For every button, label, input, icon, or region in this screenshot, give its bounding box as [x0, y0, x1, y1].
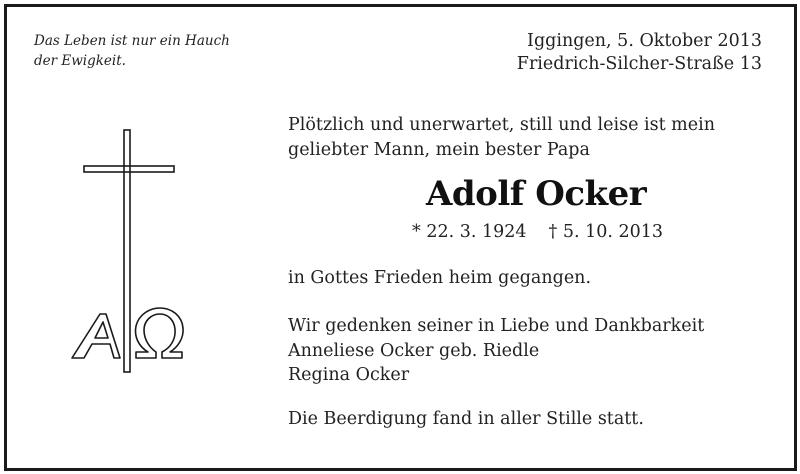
place-date-block	[517, 30, 762, 76]
birth-date: * 22. 3. 1924	[412, 222, 527, 242]
quote-line-1: Das Leben ist nur ein Hauch	[34, 33, 230, 49]
life-dates	[412, 222, 663, 242]
deceased-name: Adolf Ocker	[426, 174, 647, 214]
intro-line-1: Plötzlich und unerwartet, still und leise ist mein	[288, 115, 715, 135]
mourner-name-1: Anneliese Ocker geb. Riedle	[288, 340, 540, 361]
quote-line-2: der Ewigkeit.	[34, 53, 126, 69]
death-date: † 5. 10. 2013	[548, 222, 664, 242]
intro-text	[288, 113, 715, 163]
epigraph-quote	[34, 31, 230, 71]
mourner-name-2: Regina Ocker	[288, 365, 410, 385]
intro-line-2: geliebter Mann, mein bester Papa	[288, 140, 590, 160]
burial-notice: Die Beerdigung fand in aller Stille statt.	[288, 409, 644, 429]
place-and-date: Iggingen, 5. Oktober 2013	[527, 31, 762, 51]
mourners-block	[288, 314, 704, 388]
cross-alpha-omega-icon	[70, 126, 190, 376]
address: Friedrich-Silcher-Straße 13	[516, 54, 762, 74]
remembrance-line: Wir gedenken seiner in Liebe und Dankbarkeit	[288, 316, 705, 336]
peace-text: in Gottes Frieden heim gegangen.	[288, 268, 592, 288]
